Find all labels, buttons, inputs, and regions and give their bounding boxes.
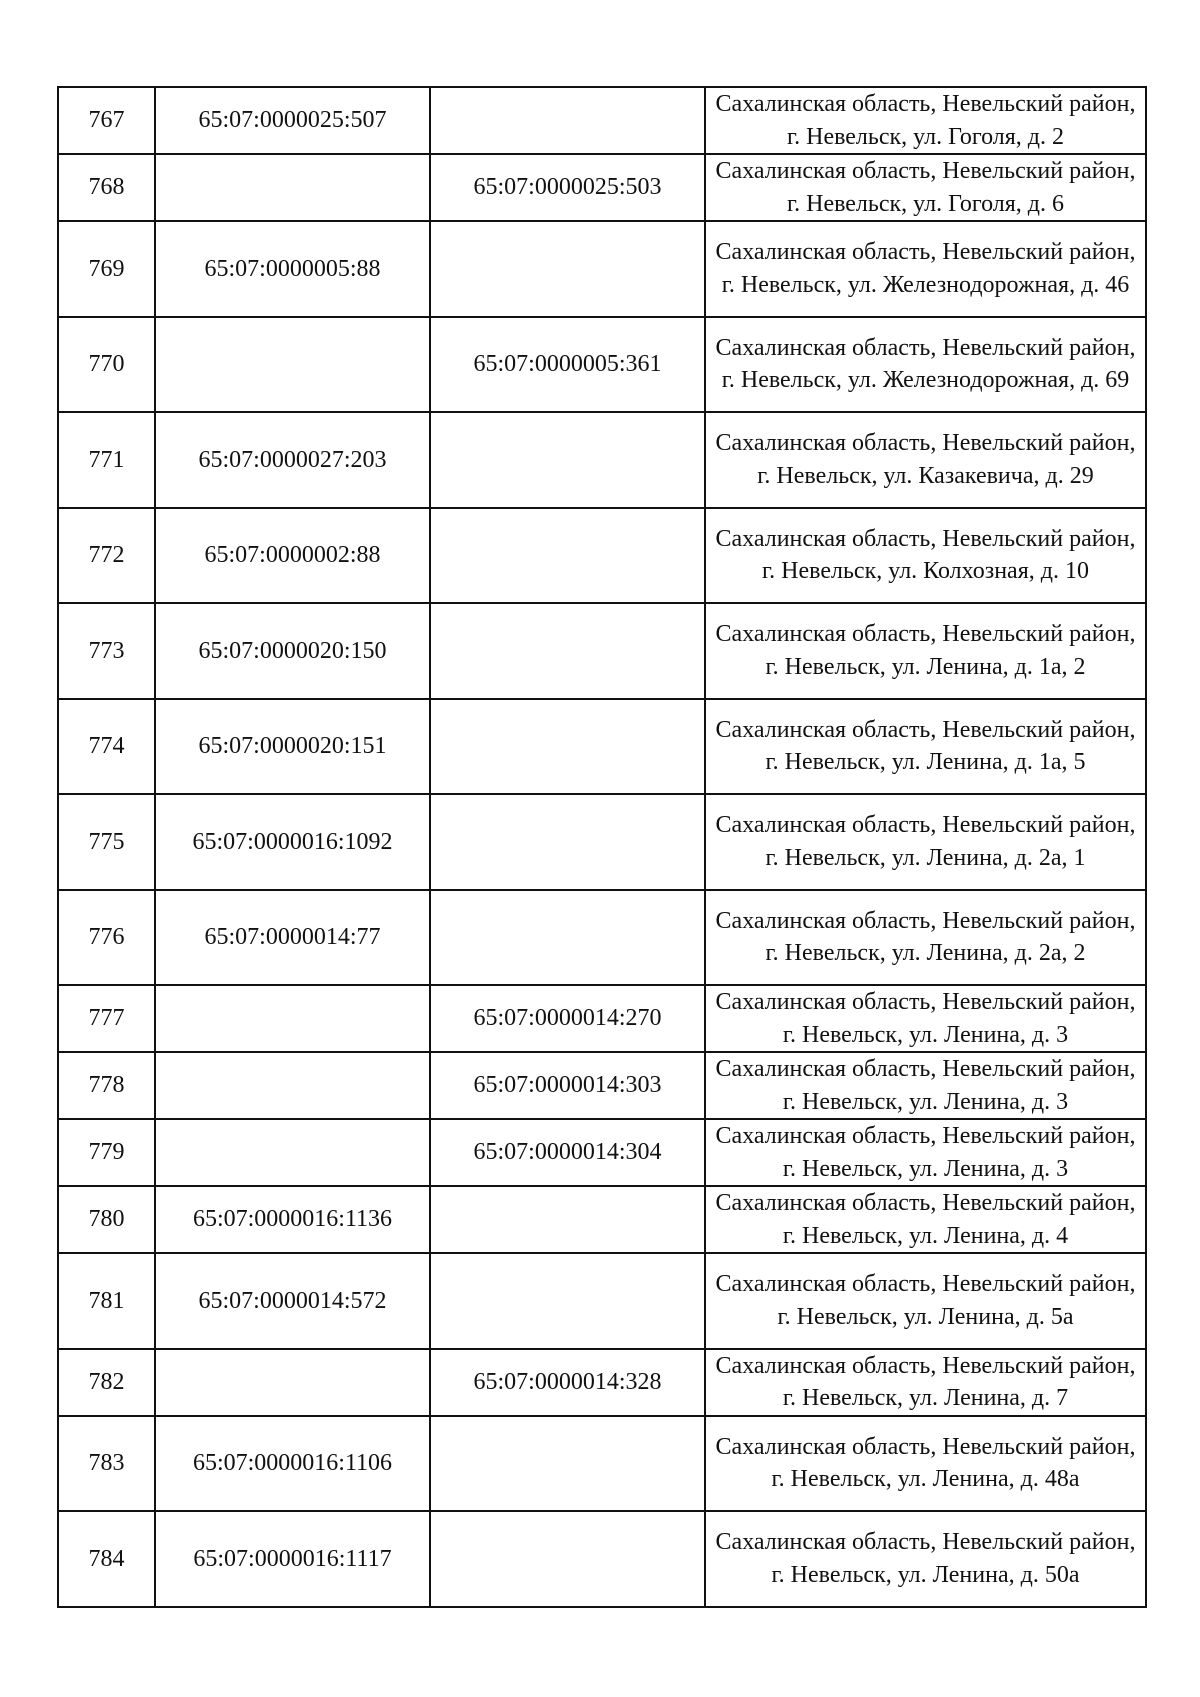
table-row xyxy=(58,699,1146,795)
table-row xyxy=(58,221,1146,317)
address-cell: Сахалинская область, Невельский район, г. Невельск, ул. Железнодорожная, д. 69 xyxy=(705,317,1146,413)
row-number-cell: 777 xyxy=(58,985,155,1052)
land-cadastral-number-cell: 65:07:0000016:1117 xyxy=(155,1511,430,1607)
row-number-cell: 780 xyxy=(58,1186,155,1253)
building-cadastral-number-cell: 65:07:0000025:503 xyxy=(430,154,705,221)
land-cadastral-number-cell: 65:07:0000020:150 xyxy=(155,603,430,699)
building-cadastral-number-cell xyxy=(430,699,705,795)
land-cadastral-number-cell xyxy=(155,1119,430,1186)
land-cadastral-number-cell xyxy=(155,154,430,221)
building-cadastral-number-cell: 65:07:0000014:328 xyxy=(430,1349,705,1416)
building-cadastral-number-cell xyxy=(430,412,705,508)
property-registry-table xyxy=(57,86,1147,1608)
row-number-cell: 773 xyxy=(58,603,155,699)
table-row xyxy=(58,1119,1146,1186)
land-cadastral-number-cell: 65:07:0000016:1106 xyxy=(155,1416,430,1512)
building-cadastral-number-cell xyxy=(430,1253,705,1349)
row-number-cell: 779 xyxy=(58,1119,155,1186)
land-cadastral-number-cell: 65:07:0000014:77 xyxy=(155,890,430,986)
address-cell: Сахалинская область, Невельский район, г. Невельск, ул. Ленина, д. 2а, 1 xyxy=(705,794,1146,890)
address-cell: Сахалинская область, Невельский район, г. Невельск, ул. Ленина, д. 3 xyxy=(705,1052,1146,1119)
table-row xyxy=(58,317,1146,413)
row-number-cell: 767 xyxy=(58,87,155,154)
address-cell: Сахалинская область, Невельский район, г. Невельск, ул. Ленина, д. 4 xyxy=(705,1186,1146,1253)
address-cell: Сахалинская область, Невельский район, г. Невельск, ул. Гоголя, д. 2 xyxy=(705,87,1146,154)
row-number-cell: 783 xyxy=(58,1416,155,1512)
building-cadastral-number-cell: 65:07:0000014:304 xyxy=(430,1119,705,1186)
land-cadastral-number-cell xyxy=(155,1349,430,1416)
address-cell: Сахалинская область, Невельский район, г. Невельск, ул. Гоголя, д. 6 xyxy=(705,154,1146,221)
land-cadastral-number-cell: 65:07:0000005:88 xyxy=(155,221,430,317)
row-number-cell: 782 xyxy=(58,1349,155,1416)
row-number-cell: 771 xyxy=(58,412,155,508)
table-row xyxy=(58,1349,1146,1416)
table-row xyxy=(58,985,1146,1052)
land-cadastral-number-cell: 65:07:0000020:151 xyxy=(155,699,430,795)
address-cell: Сахалинская область, Невельский район, г. Невельск, ул. Ленина, д. 1а, 2 xyxy=(705,603,1146,699)
building-cadastral-number-cell xyxy=(430,794,705,890)
address-cell: Сахалинская область, Невельский район, г. Невельск, ул. Ленина, д. 1а, 5 xyxy=(705,699,1146,795)
row-number-cell: 781 xyxy=(58,1253,155,1349)
table-row xyxy=(58,87,1146,154)
row-number-cell: 774 xyxy=(58,699,155,795)
building-cadastral-number-cell xyxy=(430,890,705,986)
row-number-cell: 768 xyxy=(58,154,155,221)
land-cadastral-number-cell xyxy=(155,985,430,1052)
address-cell: Сахалинская область, Невельский район, г. Невельск, ул. Ленина, д. 5а xyxy=(705,1253,1146,1349)
address-cell: Сахалинская область, Невельский район, г. Невельск, ул. Железнодорожная, д. 46 xyxy=(705,221,1146,317)
table-row xyxy=(58,1186,1146,1253)
table-row xyxy=(58,1253,1146,1349)
address-cell: Сахалинская область, Невельский район, г. Невельск, ул. Колхозная, д. 10 xyxy=(705,508,1146,604)
building-cadastral-number-cell xyxy=(430,221,705,317)
building-cadastral-number-cell: 65:07:0000014:303 xyxy=(430,1052,705,1119)
row-number-cell: 775 xyxy=(58,794,155,890)
building-cadastral-number-cell xyxy=(430,87,705,154)
table-row xyxy=(58,603,1146,699)
land-cadastral-number-cell: 65:07:0000025:507 xyxy=(155,87,430,154)
table-row xyxy=(58,412,1146,508)
land-cadastral-number-cell xyxy=(155,317,430,413)
address-cell: Сахалинская область, Невельский район, г. Невельск, ул. Ленина, д. 50а xyxy=(705,1511,1146,1607)
row-number-cell: 770 xyxy=(58,317,155,413)
address-cell: Сахалинская область, Невельский район, г. Невельск, ул. Казакевича, д. 29 xyxy=(705,412,1146,508)
land-cadastral-number-cell: 65:07:0000014:572 xyxy=(155,1253,430,1349)
building-cadastral-number-cell xyxy=(430,508,705,604)
land-cadastral-number-cell: 65:07:0000016:1136 xyxy=(155,1186,430,1253)
address-cell: Сахалинская область, Невельский район, г. Невельск, ул. Ленина, д. 3 xyxy=(705,985,1146,1052)
table-row xyxy=(58,890,1146,986)
building-cadastral-number-cell: 65:07:0000005:361 xyxy=(430,317,705,413)
table-row xyxy=(58,1416,1146,1512)
row-number-cell: 784 xyxy=(58,1511,155,1607)
address-cell: Сахалинская область, Невельский район, г. Невельск, ул. Ленина, д. 48а xyxy=(705,1416,1146,1512)
building-cadastral-number-cell xyxy=(430,1416,705,1512)
table-row xyxy=(58,1052,1146,1119)
address-cell: Сахалинская область, Невельский район, г. Невельск, ул. Ленина, д. 7 xyxy=(705,1349,1146,1416)
building-cadastral-number-cell xyxy=(430,1511,705,1607)
land-cadastral-number-cell: 65:07:0000002:88 xyxy=(155,508,430,604)
land-cadastral-number-cell xyxy=(155,1052,430,1119)
table-row xyxy=(58,154,1146,221)
row-number-cell: 776 xyxy=(58,890,155,986)
table-row xyxy=(58,794,1146,890)
building-cadastral-number-cell xyxy=(430,1186,705,1253)
building-cadastral-number-cell xyxy=(430,603,705,699)
land-cadastral-number-cell: 65:07:0000027:203 xyxy=(155,412,430,508)
row-number-cell: 769 xyxy=(58,221,155,317)
table-row xyxy=(58,508,1146,604)
table-body xyxy=(58,87,1146,1607)
address-cell: Сахалинская область, Невельский район, г. Невельск, ул. Ленина, д. 3 xyxy=(705,1119,1146,1186)
row-number-cell: 778 xyxy=(58,1052,155,1119)
address-cell: Сахалинская область, Невельский район, г. Невельск, ул. Ленина, д. 2а, 2 xyxy=(705,890,1146,986)
building-cadastral-number-cell: 65:07:0000014:270 xyxy=(430,985,705,1052)
land-cadastral-number-cell: 65:07:0000016:1092 xyxy=(155,794,430,890)
table-row xyxy=(58,1511,1146,1607)
row-number-cell: 772 xyxy=(58,508,155,604)
